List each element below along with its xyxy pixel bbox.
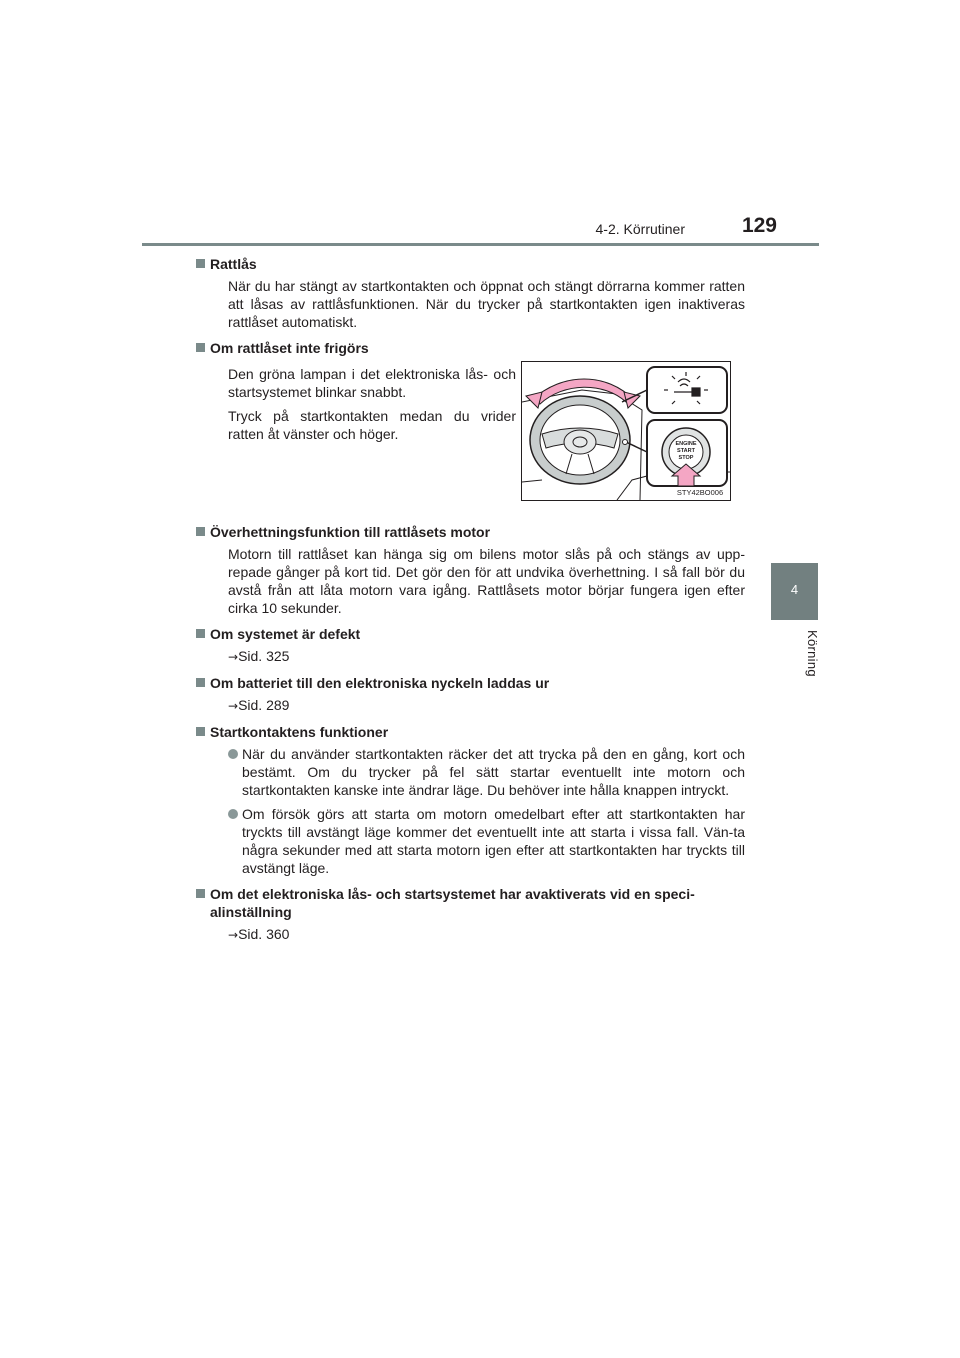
paragraph-rattlas: När du har stängt av startkontakten och öppnat och stängt dörrarna kommer ratten att låsas av rattlåsfunktionen. När du trycker på startkontakten igen inaktiveras rattlåset automatiskt.: [228, 278, 745, 330]
button-label-1: ENGINE: [675, 441, 697, 447]
heading-funktioner: [196, 723, 745, 741]
figure-code: STY42BO006: [676, 488, 724, 497]
page-reference-link[interactable]: [228, 696, 745, 715]
right-arrow-icon: →: [228, 650, 239, 664]
heading-text: Om systemet är defekt: [210, 626, 361, 642]
reference-text: Sid. 289: [238, 697, 290, 713]
right-arrow-icon: →: [228, 699, 239, 713]
paragraph-overhettning: Motorn till rattlåset kan hänga sig om bilens motor slås på och stängs av upp-repade gånger på kort tid. Det gör den för att undvika överhettning. I så fall bör du avstå från att låta motorn vara igång. Rattlåsets motor börjar fungera igen efter cirka 10 sekunder.: [228, 546, 745, 616]
heading-square-icon: [196, 727, 205, 736]
heading-text: Överhettningsfunktion till rattlåsets motor: [210, 524, 491, 540]
heading-square-icon: [196, 343, 205, 352]
list-item: [228, 805, 745, 877]
list-item: [228, 745, 745, 799]
right-arrow-icon: →: [228, 928, 239, 942]
button-label-3: STOP: [678, 455, 694, 461]
paragraph-frigors-2: Tryck på startkontakten medan du vrider ratten åt vänster och höger.: [228, 408, 516, 442]
heading-text: Om batteriet till den elektroniska nyckeln laddas ur: [210, 675, 550, 691]
heading-text: Om rattlåset inte frigörs: [210, 340, 369, 356]
bullet-text: Om försök görs att starta om motorn omedelbart efter att startkontakten har tryckts till avstängt läge kommer det eventuellt inte att starta i vissa fall. Vän-ta några sekunder med att starta motorn igen efter att startkontakten har tryckts till avstängt läge.: [242, 806, 745, 876]
heading-defekt: [196, 625, 745, 643]
heading-text: Startkontaktens funktioner: [210, 724, 389, 740]
button-label-2: START: [677, 448, 695, 454]
heading-batteri: [196, 674, 745, 692]
heading-rattlas: [196, 255, 745, 273]
reference-text: Sid. 325: [238, 648, 290, 664]
page-number: 129: [741, 214, 777, 237]
steering-wheel-illustration: [521, 361, 731, 501]
bullet-text: När du använder startkontakten räcker det att trycka på den en gång, kort och bestämt. Om du trycker på fel sätt startar eventuellt inte motorn och startkontakten kanske inte ändrar läge. Du behöver inte hålla knappen intryckt.: [242, 746, 745, 798]
indicator-callout: [647, 367, 727, 413]
page-reference-link[interactable]: [228, 925, 745, 944]
heading-square-icon: [196, 629, 205, 638]
reference-text: Sid. 360: [238, 926, 290, 942]
heading-avaktiverat: [196, 885, 745, 921]
heading-overhettning: [196, 523, 745, 541]
page-reference-link[interactable]: [228, 647, 745, 666]
heading-square-icon: [196, 259, 205, 268]
page-content: [210, 255, 745, 944]
heading-text: Om det elektroniska lås- och startsystemet har avaktiverats vid en speci-alinställning: [210, 886, 695, 920]
heading-frigors: [196, 339, 745, 357]
heading-text: Rattlås: [210, 256, 257, 272]
steering-wheel-drawing: [522, 362, 730, 500]
chapter-number: 4: [790, 582, 799, 597]
page-header: [0, 0, 960, 250]
header-divider: [142, 243, 819, 246]
section-title: 4-2. Körrutiner: [595, 221, 685, 237]
bullet-circle-icon: [228, 809, 238, 819]
heading-square-icon: [196, 678, 205, 687]
paragraph-frigors-1: Den gröna lampan i det elektroniska lås- och startsystemet blinkar snabbt.: [228, 366, 516, 400]
chapter-title: Körning: [805, 630, 820, 677]
frigors-text: [228, 365, 516, 443]
bullet-circle-icon: [228, 749, 238, 759]
heading-square-icon: [196, 527, 205, 536]
chapter-tab[interactable]: [771, 563, 818, 620]
heading-square-icon: [196, 889, 205, 898]
frigors-block: [210, 365, 745, 523]
